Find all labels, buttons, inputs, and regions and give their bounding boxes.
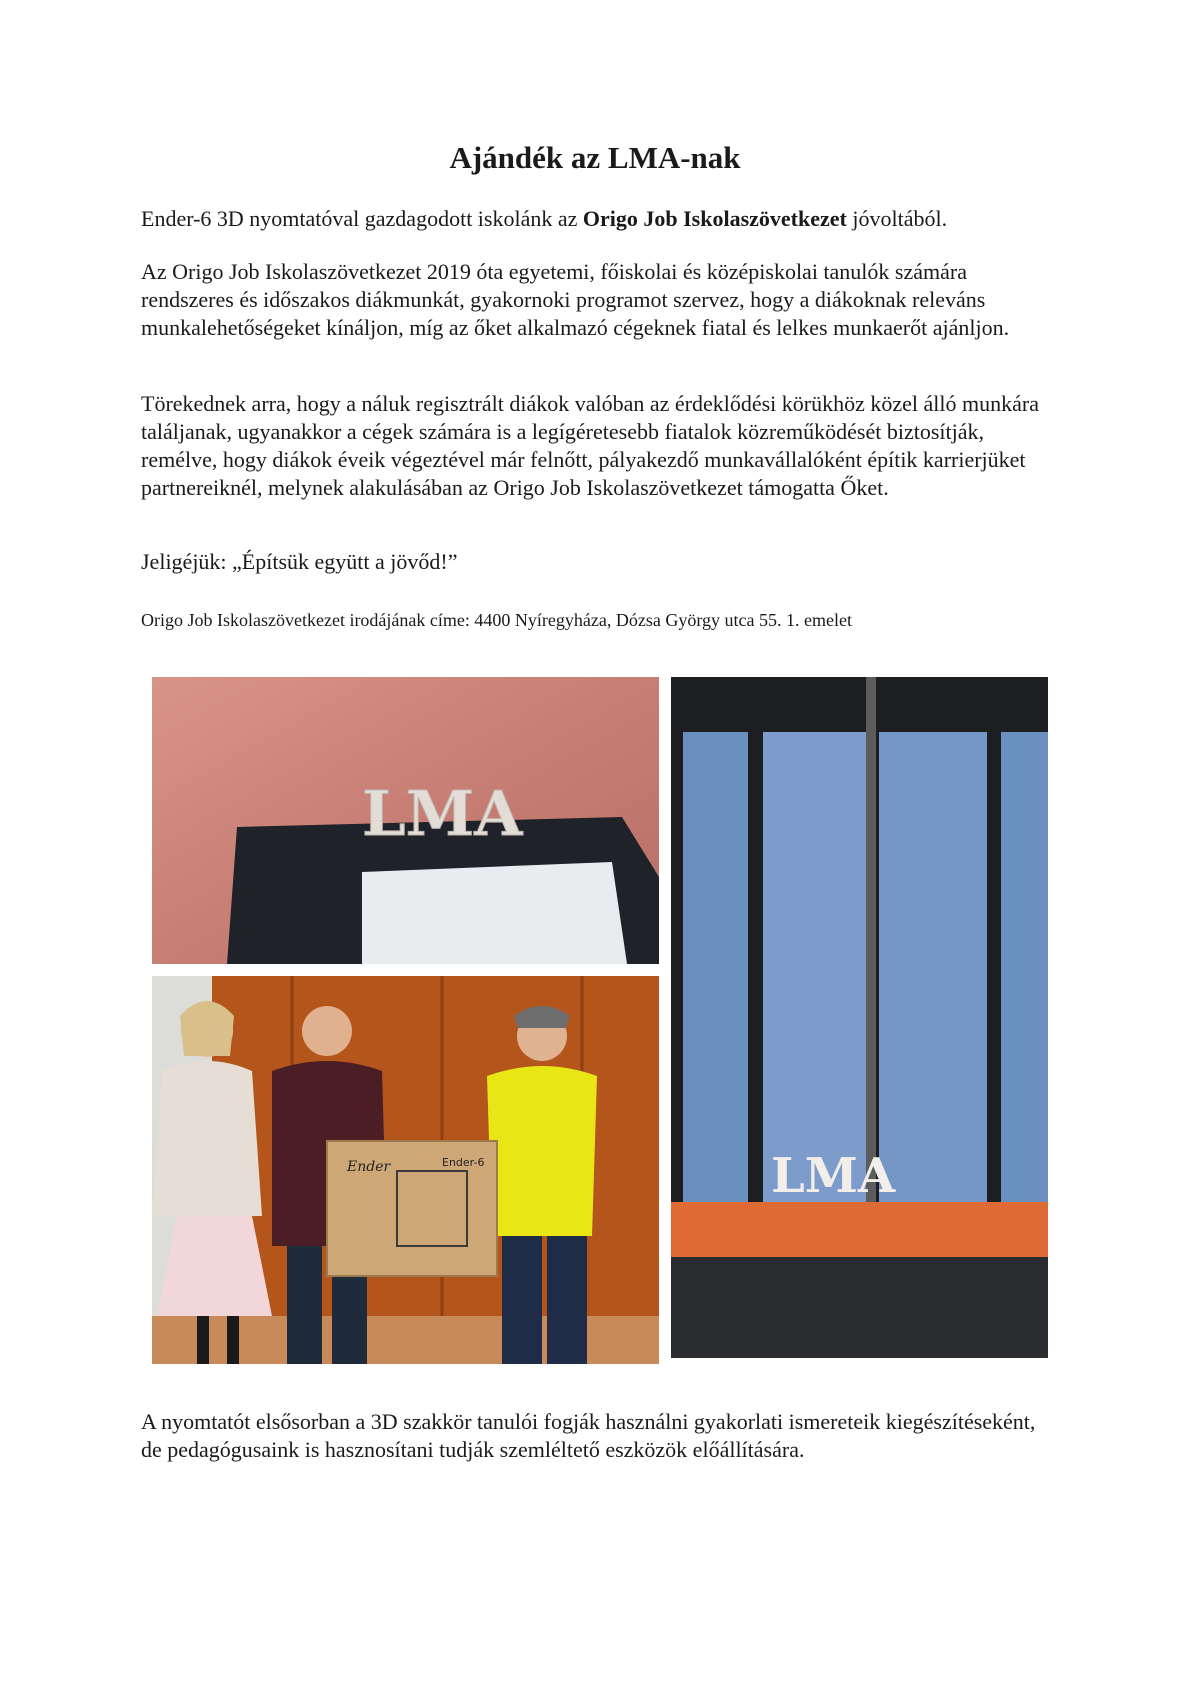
printer-frame-photo	[671, 677, 1048, 1358]
address-paragraph: Origo Job Iskolaszövetkezet irodájának címe: 4400 Nyíregyháza, Dózsa György utca 55. 1. emelet	[141, 610, 852, 630]
printer-closeup-photo	[152, 677, 659, 964]
lma-letters-on-bed: LMA	[771, 1148, 896, 1204]
page-title: Ajándék az LMA-nak	[449, 140, 741, 175]
mission-paragraph: Törekednek arra, hogy a náluk regisztrált diákok valóban az érdeklődési körükhöz közel álló munkára találjanak, ugyanakkor a cégek számára is a legígéretesebb fiatalok közreműködését biztosítják, remélve, hogy diákok éveik végeztével már felnőtt, pályakezdő munkavállalóként építik karrierjüket partnereiknél, melynek alakulásában az Origo Job Iskolaszövetkezet támogatta Őket.	[141, 391, 1039, 500]
intro-text-after: jóvoltából.	[846, 206, 948, 231]
motto-paragraph: Jeligéjük: „Építsük együtt a jövőd!”	[141, 549, 458, 574]
intro-text-before: Ender-6 3D nyomtatóval gazdagodott iskolánk az	[141, 206, 583, 231]
intro-paragraph	[141, 205, 1061, 233]
organization-description-paragraph: Az Origo Job Iskolaszövetkezet 2019 óta egyetemi, főiskolai és középiskolai tanulók számára rendszeres és időszakos diákmunkát, gyakornoki programot szervez, hogy a diákoknak releváns munkalehetőségeket kínáljon, míg az őket alkalmazó cégeknek fiatal és lelkes munkaerőt ajánljon.	[141, 259, 1010, 340]
group-photo-with-printer-box	[152, 976, 659, 1364]
closing-paragraph: A nyomtatót elsősorban a 3D szakkör tanulói fogják használni gyakorlati ismereteik kiegészítéseként, de pedagógusaink is hasznosítani tudják szemléltető eszközök előállítására.	[141, 1409, 1036, 1462]
box-model-label: Ender-6	[442, 1156, 485, 1169]
intro-organization-name: Origo Job Iskolaszövetkezet	[582, 206, 847, 231]
box-brand-label: Ender	[347, 1159, 391, 1175]
lma-letters-print: LMA	[362, 777, 523, 850]
